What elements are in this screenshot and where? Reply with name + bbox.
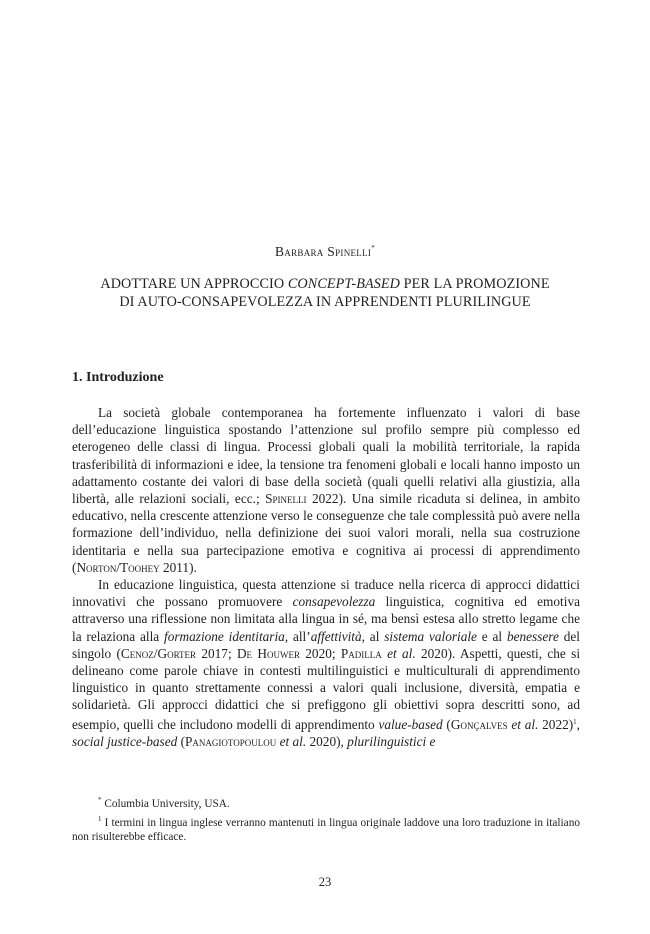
footnote-affiliation <box>72 793 580 812</box>
citation-author: Padilla <box>340 645 382 661</box>
body-text <box>72 404 580 750</box>
emphasis: et al. <box>387 645 416 661</box>
paragraph-1 <box>72 404 580 576</box>
page-number: 23 <box>318 875 332 889</box>
title-text: PER LA PROMOZIONE <box>400 276 550 292</box>
emphasis: social justice-based <box>72 733 178 749</box>
footnote-1 <box>72 812 580 845</box>
author-line <box>0 244 650 260</box>
text-run: 2020). Aspetti, questi, che si delineano come parole chiave in contesti multilinguistici e multiculturali di apprendimento linguistico in quanto strettamente connessi a valori quali inclusione, diversità, empatia e solidarietà. Gli approcci didattici che si prefiggono gli obiettivi sopra descritti sono, ad esempio, quelli che includono modelli di apprendimento <box>72 645 581 732</box>
text-run: 2022). Una simile ricaduta si delinea, in ambito educativo, nella crescente attenzione verso le conseguenze che tale complessità può avere nella formazione dell’individuo, nella definizione dei suoi valori morali, nella sua costruzione identitaria e nella sua partecipazione emotiva e cognitiva ai processi di apprendimento ( <box>72 491 580 575</box>
footnote-text: Columbia University, USA. <box>104 798 230 810</box>
text-run: La società globale contemporanea ha fortemente influenzato i valori di base dell’educazione linguistica spostando l’attenzione sul profilo sempre più complesso ed eterogeneo delle classi di lingua. Processi globali quali la mobilità territoriale, la rapida trasferibilità di informazioni e idee, la tensione tra fenomeni globali e locali hanno imposto un adattamento costante dei valori di base della società (quali quelli relativi alla giustizia, alla libertà, alle relazioni sociali, ecc.; <box>72 405 580 507</box>
text-run: In educazione linguistica, questa attenzione si traduce nella ricerca di approcci didattici innovativi che possano promuovere <box>72 577 580 610</box>
title-line-2: DI AUTO-CONSAPEVOLEZZA IN APPRENDENTI PLURILINGUE <box>119 294 531 310</box>
section-heading: 1. Introduzione <box>72 370 164 385</box>
citation-author: Panagiotopoulou <box>185 733 277 749</box>
emphasis: value-based <box>378 716 443 732</box>
text-run: ( <box>442 716 451 732</box>
citation-author: Spinelli <box>265 491 307 507</box>
footnotes <box>72 793 580 845</box>
emphasis: benessere <box>506 628 559 644</box>
citation-author: Gonçalves <box>450 716 508 732</box>
text-run: e al <box>476 628 507 644</box>
text-run: 2011). <box>159 559 197 575</box>
text-run: , all’ <box>284 628 311 644</box>
emphasis: et al. <box>279 733 307 749</box>
footnote-text: I termini in lingua inglese verranno mantenuti in lingua originale laddove una loro traduzione in italiano non risulterebbe efficace. <box>72 816 580 843</box>
paper-title <box>40 275 610 311</box>
citation-author: Cenoz/Gorter <box>120 645 197 661</box>
text-run: linguistica, cognitiva ed emotiva attraverso una riflessione non limitata alla lingua in sé, ma bensì estesa allo stretto legame che la relaziona alla <box>72 594 580 644</box>
emphasis: formazione identitaria <box>164 628 285 644</box>
text-run: 2020), <box>306 733 348 749</box>
text-run: del singolo ( <box>72 628 580 661</box>
text-run: 2020; <box>299 645 341 661</box>
citation-author: Norton/Toohey <box>76 559 160 575</box>
footnote-mark: 1 <box>98 814 102 823</box>
emphasis: consapevolezza <box>292 594 376 610</box>
title-text: ADOTTARE UN APPROCCIO <box>100 276 288 292</box>
text-run: , al <box>361 628 385 644</box>
title-emphasis: CONCEPT-BASED <box>287 276 401 292</box>
emphasis: plurilinguistici e <box>347 733 436 749</box>
text-run: ( <box>177 733 186 749</box>
citation-author: De Houwer <box>236 645 300 661</box>
text-run: 2017; <box>196 645 237 661</box>
text-run: 2022) <box>538 716 574 732</box>
text-run: , <box>576 716 580 732</box>
emphasis: et al. <box>511 716 539 732</box>
emphasis: affettività <box>310 628 362 644</box>
emphasis: sistema valoriale <box>384 628 477 644</box>
author-name: Barbara Spinelli <box>275 244 372 259</box>
title-line-1 <box>40 275 610 293</box>
author-footnote-mark: * <box>371 244 375 252</box>
paragraph-2 <box>72 576 580 750</box>
footnote-mark: * <box>98 796 102 804</box>
footnote-reference: 1 <box>573 717 577 726</box>
